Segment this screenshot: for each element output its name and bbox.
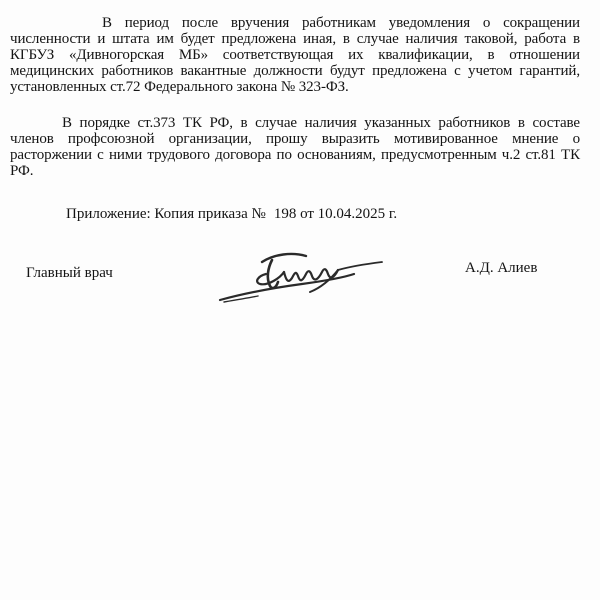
signer-position: Главный врач xyxy=(26,265,113,281)
signer-name: А.Д. Алиев xyxy=(465,260,538,276)
appendix-order-number: 198 от 10.04.2025 г. xyxy=(273,206,398,222)
paragraph-job-offer: В период после вручения работникам уведомления о сокращении численности и штата им будет предложена иная, в случае наличия таковой, работа в КГБУЗ «Дивногорская МБ» соответствующая их квалификации, в отношении медицинских работников вакантные должности будут предложена с учетом гарантий, установленных ст.72 Федерального закона № 323-ФЗ. xyxy=(10,15,580,95)
handwritten-signature xyxy=(214,244,390,310)
paragraph-union-opinion-request: В порядке ст.373 ТК РФ, в случае наличия указанных работников в составе членов профсоюзной организации, прошу выразить мотивированное мнение о расторжении с ними трудового договора по основаниям, предусмотренным ч.2 ст.81 ТК РФ. xyxy=(10,115,580,179)
appendix-line xyxy=(66,206,397,223)
appendix-label: Приложение: Копия приказа № xyxy=(66,206,266,222)
